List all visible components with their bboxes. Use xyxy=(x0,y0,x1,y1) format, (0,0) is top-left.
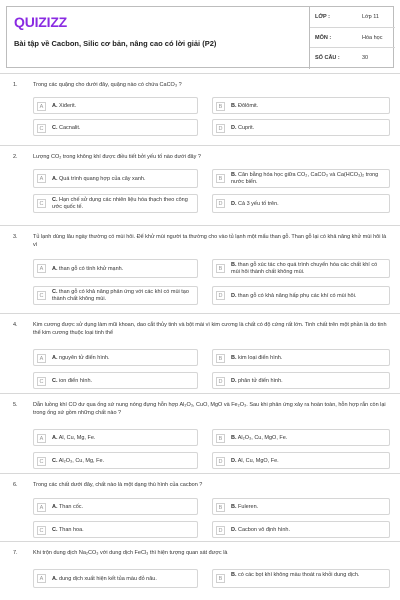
question-3 xyxy=(0,225,400,317)
option-text: có các bọt khí không màu thoát ra khỏi dung dịch. xyxy=(238,572,360,578)
option-letter: B xyxy=(216,174,225,183)
option-b[interactable]: B B. Fuleren. xyxy=(212,498,390,515)
option-letter: C xyxy=(37,291,46,300)
question-text: Dẫn luồng khí CO dư qua ống sứ nung nóng đựng hỗn hợp Al₂O₃, CuO, MgO và Fe₂O₃. Sau khi phản ứng xảy ra hoàn toàn, hỗn hợp rắn còn lại trong ống sứ gồm những chất nào ? xyxy=(33,402,386,416)
option-letter: C xyxy=(37,199,46,208)
question-text: Khi trộn dung dịch Na₂CO₃ với dung dịch FeCl₃ thì hiện tượng quan sát được là xyxy=(33,550,228,556)
option-c[interactable]: C C. Than hoa. xyxy=(33,521,198,538)
option-a[interactable]: A A. Xiđerit. xyxy=(33,97,198,114)
option-a[interactable]: A A. Quá trình quang hợp của cây xanh. xyxy=(33,169,198,188)
option-c[interactable]: C C. Cacnalit. xyxy=(33,119,198,136)
question-text: Tủ lạnh dùng lâu ngày thường có mùi hôi. Để khử mùi người ta thường cho vào tủ lạnh một mẩu than gỗ. Than gỗ lại có khả năng khử mùi hôi là vì xyxy=(33,234,387,248)
quizizz-logo: QUIZIZZ xyxy=(14,14,68,30)
option-c[interactable]: C C. Al₂O₃, Cu, Mg, Fe. xyxy=(33,452,198,469)
option-letter: A xyxy=(37,503,46,512)
option-text: Cả 3 yếu tố trên. xyxy=(238,201,279,207)
option-text: Quá trình quang hợp của cây xanh. xyxy=(59,176,146,182)
option-text: Đôlômit. xyxy=(238,103,259,109)
option-text: Hạn chế sử dụng các nhiên liệu hóa thạch theo công ước quốc tế. xyxy=(52,197,188,210)
option-letter: A xyxy=(37,574,46,583)
question-number: 5. xyxy=(13,402,18,408)
meta-row-grade xyxy=(310,7,395,28)
option-text: than gỗ có khả năng hấp phụ các khí có mùi hôi. xyxy=(238,293,357,299)
question-7 xyxy=(0,541,400,600)
worksheet-header xyxy=(6,6,394,68)
meta-key: LỚP : xyxy=(315,14,330,20)
option-text: nguyên tử điển hình. xyxy=(59,355,110,361)
option-letter: A xyxy=(37,354,46,363)
option-b[interactable]: B B. than gỗ xúc tác cho quá trình chuyển hóa các chất khí có mùi hôi thành chất không mùi. xyxy=(212,259,390,278)
option-letter: A xyxy=(37,174,46,183)
option-b[interactable]: B B. có các bọt khí không màu thoát ra khỏi dung dịch. xyxy=(212,569,390,588)
option-letter: B xyxy=(216,503,225,512)
option-letter: D xyxy=(216,377,225,386)
option-letter: B xyxy=(216,574,225,583)
option-b[interactable]: B B. kim loại điển hình. xyxy=(212,349,390,366)
question-1 xyxy=(0,73,400,149)
option-text: Xiđerit. xyxy=(59,103,77,109)
question-text: Trong các quặng cho dưới đây, quặng nào có chứa CaCO₃ ? xyxy=(33,82,182,88)
option-letter: C xyxy=(37,377,46,386)
option-text: Al₂O₃, Cu, Mg, Fe. xyxy=(58,458,105,464)
meta-key: SỐ CÂU : xyxy=(315,55,340,62)
option-text: than gỗ xúc tác cho quá trình chuyển hóa các chất khí có mùi hôi thành chất không mùi. xyxy=(231,262,378,275)
meta-value: Lớp 11 xyxy=(362,14,379,20)
question-4 xyxy=(0,313,400,397)
option-letter: B xyxy=(216,434,225,443)
option-text: Than hoa. xyxy=(58,527,84,533)
option-letter: C xyxy=(37,526,46,535)
option-letter: B xyxy=(216,264,225,273)
option-letter: B xyxy=(216,102,225,111)
option-letter: C xyxy=(37,124,46,133)
question-6 xyxy=(0,473,400,545)
question-number: 1. xyxy=(13,82,18,88)
option-text: dung dịch xuất hiện kết tủa màu đỏ nâu. xyxy=(59,576,157,582)
option-letter: B xyxy=(216,354,225,363)
option-text: than gỗ có khả năng phản ứng với các khí có mùi tạo thành chất không mùi. xyxy=(52,289,189,302)
question-number: 2. xyxy=(13,154,18,160)
option-text: than gỗ có tính khử mạnh. xyxy=(59,266,124,272)
question-number: 4. xyxy=(13,322,18,328)
option-letter: D xyxy=(216,457,225,466)
question-number: 6. xyxy=(13,482,18,488)
option-a[interactable]: A A. Al, Cu, Mg, Fe. xyxy=(33,429,198,446)
option-text: ion điển hình. xyxy=(59,378,93,384)
question-2 xyxy=(0,145,400,229)
question-text: Kim cương được sử dụng làm mũi khoan, dao cắt thủy tinh và bột mài vì kim cương là chất có độ cứng rất lớn. Tinh chất trên một phần là do tinh thể kim cương thuộc loại tinh thể xyxy=(33,322,387,336)
option-d[interactable]: D D. Cuprit. xyxy=(212,119,390,136)
meta-key: MÔN : xyxy=(315,34,332,41)
option-d[interactable]: D D. phân tử điển hình. xyxy=(212,372,390,389)
option-d[interactable]: D D. Cacbon vô định hình. xyxy=(212,521,390,538)
option-letter: A xyxy=(37,264,46,273)
option-d[interactable]: D D. Cả 3 yếu tố trên. xyxy=(212,194,390,213)
worksheet-title: Bài tập về Cacbon, Silic cơ bản, nâng cao có lời giải (P2) xyxy=(14,39,217,48)
option-text: Than cốc. xyxy=(58,504,84,510)
option-text: Cacnalit. xyxy=(59,125,81,131)
option-c[interactable]: C C. ion điển hình. xyxy=(33,372,198,389)
option-d[interactable]: D D. than gỗ có khả năng hấp phụ các khí có mùi hôi. xyxy=(212,286,390,305)
option-text: Cân bằng hóa học giữa CO₂, CaCO₃ và Ca(HCO₃)₂ trong nước biển. xyxy=(231,172,379,185)
option-b[interactable]: B B. Cân bằng hóa học giữa CO₂, CaCO₃ và Ca(HCO₃)₂ trong nước biển. xyxy=(212,169,390,188)
option-a[interactable]: A A. dung dịch xuất hiện kết tủa màu đỏ nâu. xyxy=(33,569,198,588)
question-5 xyxy=(0,393,400,477)
option-a[interactable]: A A. Than cốc. xyxy=(33,498,198,515)
option-text: phân tử điển hình. xyxy=(238,378,283,384)
option-text: Al₂O₃, Cu, MgO, Fe. xyxy=(237,435,288,441)
option-letter: D xyxy=(216,291,225,300)
question-number: 7. xyxy=(13,550,18,556)
option-text: kim loại điển hình. xyxy=(238,355,283,361)
option-c[interactable]: C C. Hạn chế sử dụng các nhiên liệu hóa thạch theo công ước quốc tế. xyxy=(33,194,198,213)
meta-value: Hóa học xyxy=(362,34,383,41)
meta-value: 30 xyxy=(362,55,369,62)
option-d[interactable]: D D. Al, Cu, MgO, Fe. xyxy=(212,452,390,469)
option-letter: C xyxy=(37,457,46,466)
option-b[interactable]: B B. Đôlômit. xyxy=(212,97,390,114)
question-text: Lượng CO₂ trong không khí được điều tiết bởi yếu tố nào dưới đây ? xyxy=(33,154,201,160)
question-text: Trong các chất dưới đây, chất nào là một dạng thù hình của cacbon ? xyxy=(33,482,203,488)
option-b[interactable]: B B. Al₂O₃, Cu, MgO, Fe. xyxy=(212,429,390,446)
option-a[interactable]: A A. nguyên tử điển hình. xyxy=(33,349,198,366)
worksheet-meta-table xyxy=(309,7,395,69)
option-text: Al, Cu, MgO, Fe. xyxy=(237,458,279,464)
option-a[interactable]: A A. than gỗ có tính khử mạnh. xyxy=(33,259,198,278)
option-text: Al, Cu, Mg, Fe. xyxy=(58,435,96,441)
meta-row-question-count xyxy=(310,48,395,69)
option-text: Fuleren. xyxy=(238,504,259,510)
option-letter: D xyxy=(216,124,225,133)
option-text: Cacbon vô định hình. xyxy=(238,527,291,533)
option-text: Cuprit. xyxy=(238,125,255,131)
meta-row-subject xyxy=(310,28,395,49)
option-letter: A xyxy=(37,434,46,443)
option-letter: D xyxy=(216,199,225,208)
option-letter: D xyxy=(216,526,225,535)
option-letter: A xyxy=(37,102,46,111)
question-number: 3. xyxy=(13,234,18,240)
option-c[interactable]: C C. than gỗ có khả năng phản ứng với các khí có mùi tạo thành chất không mùi. xyxy=(33,286,198,305)
